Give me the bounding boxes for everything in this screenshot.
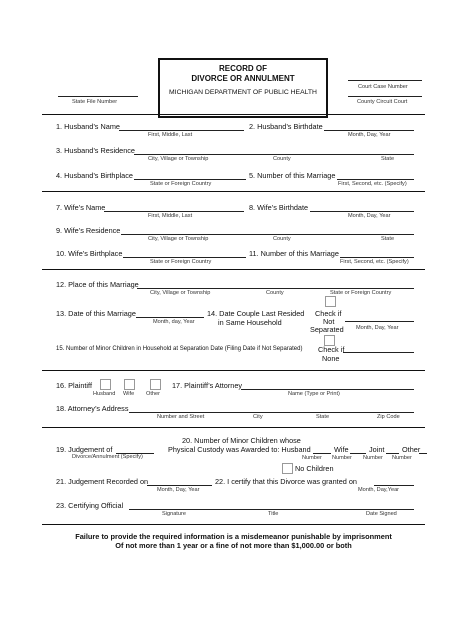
wife-res-city-sub: City, Village or Township — [148, 236, 209, 242]
marriage-place-state-sub: State or Foreign Country — [330, 290, 392, 296]
plaintiff-other-label: Other — [146, 391, 160, 397]
custody-wife-label: Wife — [334, 445, 349, 454]
custody-label-2: Physical Custody was Awarded to: Husband — [168, 445, 311, 454]
wife-residence-label: 9. Wife’s Residence — [56, 226, 121, 235]
judgement-sub: Divorce/Annulment (Specify) — [72, 454, 143, 460]
plaintiff-husband-label: Husband — [93, 391, 116, 397]
county-circuit-court-label: County Circuit Court — [357, 99, 408, 105]
husband-name-label: 1. Husband’s Name — [56, 122, 120, 131]
husband-res-county-sub: County — [273, 156, 291, 162]
custody-wife-field[interactable] — [350, 453, 366, 454]
court-case-number-label: Court Case Number — [358, 84, 408, 90]
department-name: MICHIGAN DEPARTMENT OF PUBLIC HEALTH — [169, 89, 317, 96]
judgement-recorded-field[interactable] — [147, 485, 212, 486]
wife-marriage-number-field[interactable] — [340, 257, 414, 258]
husband-residence-field[interactable] — [134, 154, 414, 155]
wife-res-state-sub: State — [381, 236, 395, 242]
divider-2 — [42, 191, 425, 192]
custody-joint-field[interactable] — [386, 453, 399, 454]
custody-husband-field[interactable] — [313, 453, 331, 454]
wife-name-sub: First, Middle, Last — [148, 213, 193, 219]
husband-res-city-sub: City, Village or Township — [148, 156, 209, 162]
state-file-number-label: State File Number — [72, 99, 118, 105]
judgement-recorded-sub: Month, Day, Year — [157, 487, 200, 493]
custody-other-number: Number — [392, 455, 412, 461]
marriage-place-field[interactable] — [137, 288, 414, 289]
addr-street-sub: Number and Street — [157, 414, 205, 420]
attorney-address-field[interactable] — [129, 412, 414, 413]
marriage-date-label: 13. Date of this Marriage — [56, 309, 136, 318]
judgement-label: 19. Judgement of — [56, 445, 113, 454]
custody-joint-number: Number — [363, 455, 383, 461]
plaintiff-husband-checkbox[interactable] — [100, 379, 111, 390]
certify-label: 22. I certify that this Divorce was granted on — [215, 477, 357, 486]
husband-marriage-number-sub: First, Second, etc. (Specify) — [338, 181, 407, 187]
addr-state-sub: State — [316, 414, 330, 420]
custody-joint-label: Joint — [369, 445, 385, 454]
custody-other-label: Other — [402, 445, 421, 454]
husband-birthdate-field[interactable] — [324, 130, 414, 131]
husband-residence-label: 3. Husband’s Residence — [56, 146, 135, 155]
husband-birthplace-field[interactable] — [134, 179, 246, 180]
plaintiff-attorney-label: 17. Plaintiff’s Attorney — [172, 381, 243, 390]
minor-children-label: 15. Number of Minor Children in Household at Separation Date (Filing Date if Not Separated) — [56, 346, 303, 352]
plaintiff-attorney-field[interactable] — [241, 389, 414, 390]
plaintiff-other-checkbox[interactable] — [150, 379, 161, 390]
wife-res-county-sub: County — [273, 236, 291, 242]
wife-birthplace-sub: State or Foreign Country — [150, 259, 212, 265]
certifying-official-label: 23. Certifying Official — [56, 501, 124, 510]
husband-res-state-sub: State — [381, 156, 395, 162]
wife-name-label: 7. Wife’s Name — [56, 203, 106, 212]
judgement-recorded-label: 21. Judgement Recorded on — [56, 477, 149, 486]
wife-birthdate-sub: Month, Day, Year — [348, 213, 391, 219]
none-label: None — [322, 354, 340, 363]
husband-birthdate-label: 2. Husband’s Birthdate — [249, 122, 323, 131]
plaintiff-label: 16. Plaintiff — [56, 381, 92, 390]
wife-birthdate-field[interactable] — [310, 211, 414, 212]
no-children-label: No Children — [295, 464, 334, 473]
check-if-2-label: Check if — [318, 345, 345, 354]
no-children-checkbox[interactable] — [282, 463, 293, 474]
not-separated-checkbox[interactable] — [325, 296, 336, 307]
last-resided-sub: Month, Day, Year — [356, 325, 399, 331]
certifying-official-field[interactable] — [129, 509, 414, 510]
last-resided-field[interactable] — [345, 321, 414, 322]
marriage-place-city-sub: City, Village or Township — [150, 290, 211, 296]
husband-marriage-number-label: 5. Number of this Marriage — [249, 171, 336, 180]
marriage-place-county-sub: County — [266, 290, 284, 296]
husband-name-sub: First, Middle, Last — [148, 132, 193, 138]
wife-marriage-number-label: 11. Number of this Marriage — [249, 249, 339, 258]
wife-birthplace-label: 10. Wife’s Birthplace — [56, 249, 123, 258]
divider-1 — [42, 114, 425, 115]
wife-name-field[interactable] — [104, 211, 244, 212]
plaintiff-attorney-sub: Name (Type or Print) — [288, 391, 340, 397]
court-case-number-field[interactable] — [348, 80, 422, 81]
custody-other-field[interactable] — [419, 453, 427, 454]
check-if-label: Check if — [315, 309, 342, 318]
husband-name-field[interactable] — [119, 130, 244, 131]
county-circuit-court-field[interactable] — [348, 96, 422, 97]
not-label: Not — [323, 317, 335, 326]
wife-birthplace-field[interactable] — [123, 257, 246, 258]
addr-city-sub: City — [253, 414, 263, 420]
husband-birthplace-sub: State or Foreign Country — [150, 181, 212, 187]
divider-6 — [42, 524, 425, 525]
form-title-line1: RECORD OF — [219, 64, 267, 73]
custody-wife-number: Number — [332, 455, 352, 461]
penalty-warning-line1: Failure to provide the required information is a misdemeanor punishable by imprisonment — [75, 532, 392, 541]
last-resided-label-2: in Same Household — [218, 318, 282, 327]
official-title-sub: Title — [268, 511, 279, 517]
divider-3 — [42, 269, 425, 270]
state-file-number-field[interactable] — [58, 96, 138, 97]
plaintiff-wife-checkbox[interactable] — [124, 379, 135, 390]
husband-marriage-number-field[interactable] — [337, 179, 414, 180]
custody-label-1: 20. Number of Minor Children whose — [182, 436, 301, 445]
husband-birthdate-sub: Month, Day, Year — [348, 132, 391, 138]
minor-children-field[interactable] — [343, 352, 414, 353]
divider-4 — [42, 370, 425, 371]
marriage-place-label: 12. Place of this Marriage — [56, 280, 139, 289]
wife-birthdate-label: 8. Wife’s Birthdate — [249, 203, 309, 212]
marriage-date-sub: Month, day, Year — [153, 319, 195, 325]
husband-birthplace-label: 4. Husband’s Birthplace — [56, 171, 133, 180]
custody-husband-number: Number — [302, 455, 322, 461]
last-resided-label-1: 14. Date Couple Last Resided — [207, 309, 305, 318]
wife-marriage-number-sub: First, Second, etc. (Specify) — [340, 259, 409, 265]
official-date-sub: Date Signed — [366, 511, 397, 517]
certify-date-field[interactable] — [374, 485, 414, 486]
plaintiff-wife-label: Wife — [123, 391, 135, 397]
marriage-date-field[interactable] — [136, 317, 204, 318]
addr-zip-sub: Zip Code — [377, 414, 400, 420]
wife-residence-field[interactable] — [121, 234, 414, 235]
certify-sub: Month, Day,Year — [358, 487, 400, 493]
attorney-address-label: 18. Attorney’s Address — [56, 404, 129, 413]
divider-5 — [42, 427, 425, 428]
separated-label: Separated — [310, 325, 344, 334]
form-title-line2: DIVORCE OR ANNULMENT — [191, 74, 295, 83]
official-signature-sub: Signature — [162, 511, 186, 517]
penalty-warning-line2: Of not more than 1 year or a fine of not more than $1,000.00 or both — [115, 541, 352, 550]
